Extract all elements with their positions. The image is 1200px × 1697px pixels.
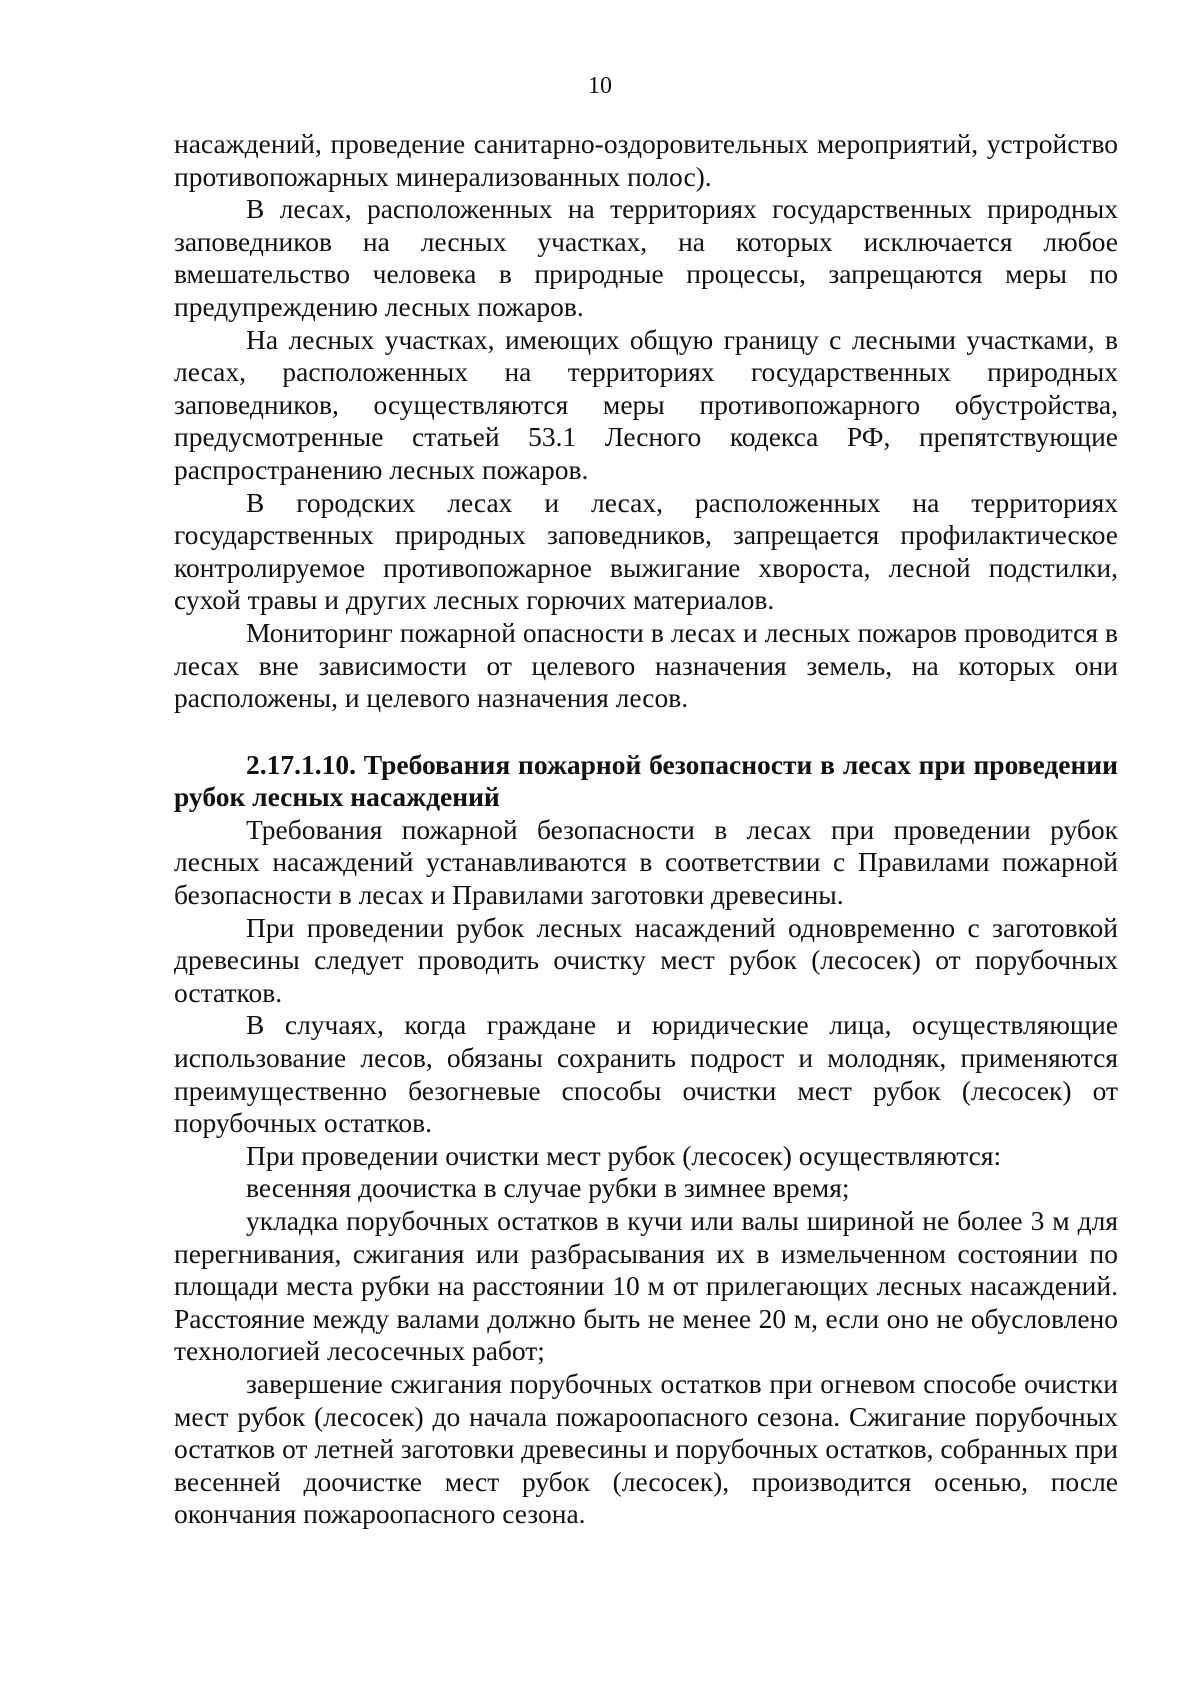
list-item: весенняя доочистка в случае рубки в зимнее время; — [246, 1172, 850, 1204]
list-item: завершение сжигания порубочных остатков при огневом способе очистки мест рубок (лесосек) до начала пожароопасного сезона. Сжигание порубочных остатков от летней заготовки древесины и порубочных остатков, собранных при весенней доочистке мест рубок (лесосек), производится осенью, после окончания пожароопасного сезона. — [174, 1367, 1118, 1530]
paragraph-continuation: насаждений, проведение санитарно-оздоровительных мероприятий, устройство противопожарных минерализованных полос). — [174, 128, 1118, 192]
paragraph: Требования пожарной безопасности в лесах при проведении рубок лесных насаждений устанавливаются в соответствии с Правилами пожарной безопасности в лесах и Правилами заготовки древесины. — [174, 813, 1118, 911]
page-number: 10 — [588, 73, 612, 99]
paragraph: При проведении очистки мест рубок (лесосек) осуществляются: — [246, 1139, 1002, 1171]
paragraph: В лесах, расположенных на территориях государственных природных заповедников на лесных участках, на которых исключается любое вмешательство человека в природные процессы, запрещаются меры по предупреждению лесных пожаров. — [174, 193, 1118, 322]
section-heading: 2.17.1.10. Требования пожарной безопасности в лесах при проведении рубок лесных насаждений — [174, 748, 1118, 813]
list-item: укладка порубочных остатков в кучи или валы шириной не более 3 м для перегнивания, сжигания или разбрасывания их в измельченном состоянии по площади места рубки на расстоянии 10 м от прилегающих лесных насаждений. Расстояние между валами должно быть не менее 20 м, если оно не обусловлено технологией лесосечных работ; — [174, 1205, 1118, 1367]
paragraph: На лесных участках, имеющих общую границу с лесными участками, в лесах, расположенных на территориях государственных природных заповедников, осуществляются меры противопожарного обустройства, предусмотренные статьей 53.1 Лесного кодекса РФ, препятствующие распространению лесных пожаров. — [174, 323, 1118, 485]
paragraph: При проведении рубок лесных насаждений одновременно с заготовкой древесины следует проводить очистку мест рубок (лесосек) от порубочных остатков. — [174, 911, 1118, 1008]
paragraph: В случаях, когда граждане и юридические лица, осуществляющие использование лесов, обязаны сохранить подрост и молодняк, применяются преимущественно безогневые способы очистки мест рубок (лесосек) от порубочных остатков. — [174, 1009, 1118, 1139]
document-body — [174, 128, 1118, 1531]
paragraph: В городских лесах и лесах, расположенных на территориях государственных природных заповедников, запрещается профилактическое контролируемое противопожарное выжигание хвороста, лесной подстилки, сухой травы и других лесных горючих материалов. — [174, 486, 1118, 616]
paragraph: Мониторинг пожарной опасности в лесах и лесных пожаров проводится в лесах вне зависимости от целевого назначения земель, на которых они расположены, и целевого назначения лесов. — [174, 616, 1118, 714]
